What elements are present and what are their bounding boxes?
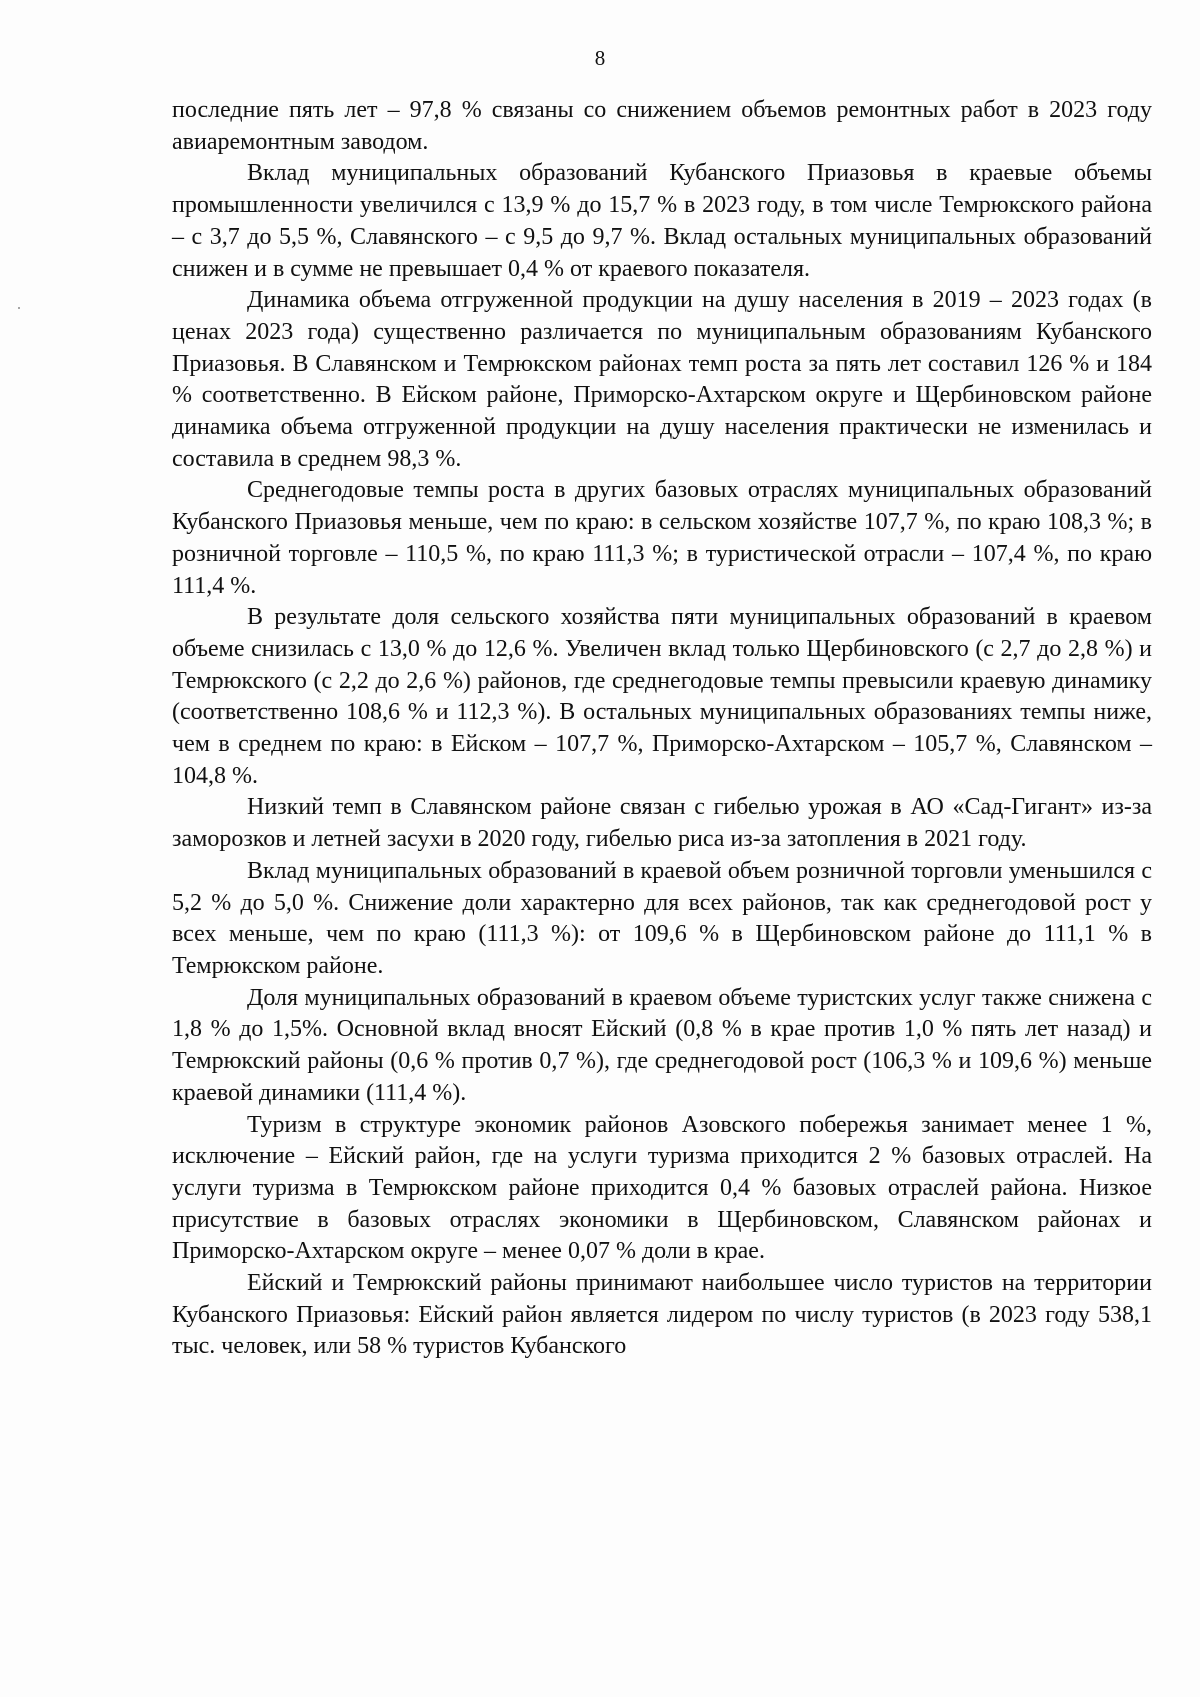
body-text (172, 95, 1152, 1363)
paragraph-industry-contribution: Вклад муниципальных образований Кубанского Приазовья в краевые объемы промышленности увеличился с 13,9 % до 15,7 % в 2023 году, в том числе Темрюкского района – с 3,7 до 5,5 %, Славянского – с 9,5 до 9,7 %. Вклад остальных муниципальных образований снижен и в сумме не превышает 0,4 % от краевого показателя. (172, 160, 1152, 282)
paragraph-tourist-numbers: Ейский и Темрюкский районы принимают наибольшее число туристов на территории Кубанского Приазовья: Ейский район является лидером по числу туристов (в 2023 году 538,1 тыс. человек, или 58 % туристов Кубанского (172, 1270, 1152, 1360)
paragraph-tourist-services-share: Доля муниципальных образований в краевом объеме туристских услуг также снижена с 1,8 % до 1,5%. Основной вклад вносят Ейский (0,8 % в крае против 1,0 % пять лет назад) и Темрюкский районы (0,6 % против 0,7 %), где среднегодовой рост (106,3 % и 109,6 %) меньше краевой динамики (111,4 %). (172, 984, 1152, 1106)
scan-speck (18, 307, 20, 309)
paragraph-shipped-production-dynamics: Динамика объема отгруженной продукции на душу населения в 2019 – 2023 годах (в ценах 2023 года) существенно различается по муниципальным образованиям Кубанского Приазовья. В Славянском и Темрюкском районах темп роста за пять лет составил 126 % и 184 % соответственно. В Ейском районе, Приморско-Ахтарском округе и Щербиновском районе динамика объема отгруженной продукции на душу населения практически не изменилась и составила в среднем 98,3 %. (172, 287, 1152, 472)
paragraph-retail-trade: Вклад муниципальных образований в краевой объем розничной торговли уменьшился с 5,2 % до 5,0 %. Снижение доли характерно для всех районов, так как среднегодовой рост у всех меньше, чем по краю (111,3 %): от 109,6 % в Щербиновском районе до 111,1 % в Темрюкском районе. (172, 857, 1152, 979)
paragraph-growth-rates: Среднегодовые темпы роста в других базовых отраслях муниципальных образований Кубанского Приазовья меньше, чем по краю: в сельском хозяйстве 107,7 %, по краю 108,3 %; в розничной торговле – 110,5 %, по краю 111,3 %; в туристической отрасли – 107,4 %, по краю 111,4 %. (172, 477, 1152, 599)
paragraph-agriculture-share: В результате доля сельского хозяйства пяти муниципальных образований в краевом объеме снизилась с 13,0 % до 12,6 %. Увеличен вклад только Щербиновского (с 2,7 до 2,8 %) и Темрюкского (с 2,2 до 2,6 %) районов, где среднегодовые темпы превысили краевую динамику (соответственно 108,6 % и 112,3 %). В остальных муниципальных образованиях темпы ниже, чем в среднем по краю: в Ейском – 107,7 %, Приморско-Ахтарском – 105,7 %, Славянском – 104,8 %. (172, 604, 1152, 789)
paragraph-continuation: последние пять лет – 97,8 % связаны со снижением объемов ремонтных работ в 2023 году авиаремонтным заводом. (172, 97, 1152, 155)
page-number: 8 (594, 46, 606, 70)
paragraph-tourism-structure: Туризм в структуре экономик районов Азовского побережья занимает менее 1 %, исключение – Ейский район, где на услуги туризма приходится 2 % базовых отраслей. На услуги туризма в Темрюкском районе приходится 0,4 % базовых отраслей района. Низкое присутствие в базовых отраслях экономики в Щербиновском, Славянском районах и Приморско-Ахтарском округе – менее 0,07 % доли в крае. (172, 1111, 1152, 1265)
paragraph-slavyansk-low-rate: Низкий темп в Славянском районе связан с гибелью урожая в АО «Сад-Гигант» из-за заморозков и летней засухи в 2020 году, гибелью риса из-за затопления в 2021 году. (172, 794, 1152, 853)
